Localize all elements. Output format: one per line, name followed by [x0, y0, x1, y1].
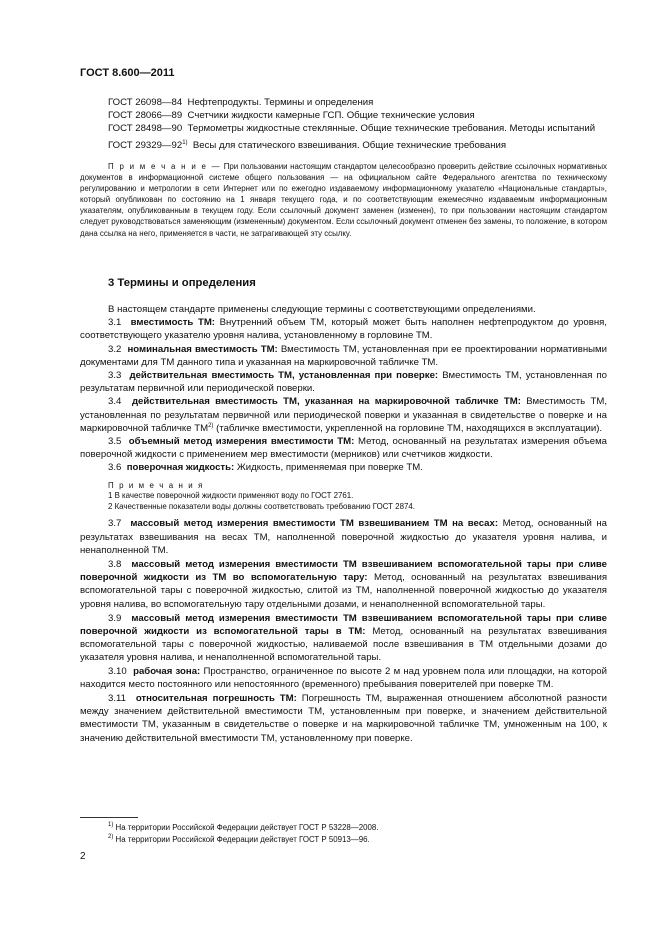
- term-number: 3.5: [108, 436, 122, 448]
- term-entry: [80, 461, 607, 474]
- term-name: поверочная жидкость:: [126, 462, 235, 474]
- term-definition: Вместимость ТМ, установленная по результатам первичной или периодической поверки.: [80, 370, 608, 395]
- term-entry: [80, 612, 607, 665]
- term-entry: [80, 435, 607, 461]
- term-definition: Погрешность ТМ, выраженная отношением абсолютной разности между значением действительной вместимости ТМ, установленным при поверке, и значением действительной вместимости ТМ, указанным в свидетельстве о поверке и на маркировочной табличке ТМ, умноженным на 100, к значению действительной вместимости ТМ, установленному при поверке.: [80, 693, 607, 744]
- term-definition: Внутренний объем ТМ, который может быть наполнен нефтепродуктом до уровня, соответствующего указателю уровня налива, установленному в горловине ТМ.: [80, 317, 607, 342]
- term-name: рабочая зона:: [133, 665, 201, 677]
- reference-title: Весы для статического взвешивания. Общие технические требования: [192, 140, 507, 151]
- footnote-mark: 1): [182, 140, 188, 146]
- term-name: массовый метод измерения вместимости ТМ взвешиванием вспомогательной тары при сливе поверочной жидкости из ТМ во вспомогательную тару:: [80, 559, 607, 584]
- note-item: 1 В качестве поверочной жидкости применяют воду по ГОСТ 2761.: [108, 491, 354, 501]
- footnote-mark: 2): [208, 422, 214, 429]
- document-header: ГОСТ 8.600—2011: [80, 67, 175, 79]
- reference-code: ГОСТ 28066—89: [108, 110, 183, 121]
- term-definition-cont: (табличке вместимости, укрепленной на горловине ТМ, находящихся в эксплуатации).: [216, 422, 603, 434]
- term-entry: [80, 692, 607, 745]
- notes-label: П р и м е ч а н и я: [108, 480, 204, 490]
- term-number: 3.1: [108, 317, 122, 329]
- term-entry: [80, 316, 607, 342]
- term-entry: [80, 343, 607, 369]
- term-name: массовый метод измерения вместимости ТМ взвешиванием вспомогательной тары при сливе поверочной жидкости из вспомогательной тары в ТМ:: [80, 612, 607, 638]
- reference-title: Счетчики жидкости камерные ГСП. Общие технические условия: [187, 110, 475, 121]
- reference-title: Нефтепродукты. Термины и определения: [187, 97, 374, 108]
- terms-body: [80, 303, 607, 745]
- footnote-mark: 1): [108, 822, 114, 828]
- term-number: 3.10: [108, 665, 127, 677]
- term-definition: Пространство, ограниченное по высоте 2 м над уровнем пола или площадки, на которой находится место постоянного или непостоянного (временного) пребывания поверителей при поверке ТМ.: [80, 665, 607, 690]
- term-definition: Вместимость ТМ, установленная по результатам первичной или периодической поверки и указанная в свидетельстве о поверке и на маркировочной табличке ТМ: [80, 396, 607, 434]
- intro-paragraph: В настоящем стандарте применены следующие термины с соответствующими определениями.: [108, 304, 536, 315]
- term-number: 3.9: [108, 612, 122, 624]
- footnote-text: На территории Российской Федерации действует ГОСТ Р 53228—2008.: [115, 823, 379, 832]
- notes-block: [108, 481, 607, 513]
- footnote-text: На территории Российской Федерации действует ГОСТ Р 50913—96.: [115, 835, 370, 844]
- reference-item: [108, 109, 607, 122]
- reference-code: ГОСТ 26098—84: [108, 97, 183, 108]
- reference-code: ГОСТ 29329—92: [108, 140, 183, 151]
- page-number: 2: [80, 851, 86, 862]
- term-name: номинальная вместимость ТМ:: [127, 343, 278, 355]
- reference-title: Термометры жидкостные стеклянные. Общие технические требования. Методы испытаний: [187, 123, 596, 134]
- term-number: 3.2: [108, 343, 122, 355]
- reference-item: [108, 122, 607, 135]
- reference-code: ГОСТ 28498—90: [108, 123, 183, 134]
- footnote: [108, 823, 378, 833]
- term-entry: [80, 369, 607, 395]
- term-name: вместимость ТМ:: [130, 317, 215, 329]
- term-definition: Метод, основанный на результатах взвешивания вспомогательной тары с поверочной жидкостью, наливаемой после взвешивания в ТМ отдельными дозами до указателя уровня налива, и ненаполненной вспомогательной тары.: [80, 626, 607, 664]
- term-definition: Метод, основанный на результатах взвешивания вспомогательной тары с поверочной жидкостью, слитой из ТМ, наполненной поверочной жидкостью до указателя уровня налива, во вспомогательную тару отдельными дозами, и ненаполненной вспомогательной тары.: [80, 572, 608, 610]
- footnote-separator: [80, 817, 138, 818]
- note-item: 2 Качественные показатели воды должны соответствовать требованию ГОСТ 2874.: [108, 501, 415, 511]
- note-paragraph: [80, 161, 607, 239]
- term-entry: [80, 517, 607, 557]
- section-heading: 3 Термины и определения: [108, 277, 256, 289]
- term-name: относительная погрешность ТМ:: [135, 693, 297, 705]
- reference-item: [108, 96, 607, 109]
- note-label: П р и м е ч а н и е —: [108, 162, 222, 171]
- term-definition: Метод, основанный на результатах взвешивания на весах ТМ, наполненной поверочной жидкостью до указателя уровня налива, и ненаполненной ТМ.: [80, 518, 607, 556]
- footnote-mark: 2): [108, 834, 114, 840]
- term-number: 3.8: [108, 559, 122, 571]
- term-name: действительная вместимость ТМ, указанная на маркировочной табличке ТМ:: [131, 396, 521, 408]
- footnote: [108, 835, 370, 845]
- term-definition: Вместимость ТМ, установленная при ее проектировании нормативными документами для ТМ данного типа и указанная на маркировочной табличке ТМ.: [80, 343, 607, 368]
- term-name: объемный метод измерения вместимости ТМ:: [128, 436, 355, 448]
- term-name: действительная вместимость ТМ, установленная при поверке:: [129, 370, 439, 382]
- term-number: 3.3: [108, 370, 122, 382]
- term-number: 3.7: [108, 518, 122, 530]
- term-number: 3.4: [108, 396, 122, 408]
- term-entry: [80, 558, 607, 611]
- term-definition: Метод, основанный на результатах измерения объема поверочной жидкости с применением мер вместимости (мерников) или счетчиков жидкости.: [80, 436, 607, 461]
- reference-list: [108, 96, 607, 152]
- note-text: При пользовании настоящим стандартом целесообразно проверить действие ссылочных нормативных документов в информационной системе общего пользования — на официальном сайте Федерального агентства по техническому регулированию и метрологии в сети Интернет или по ежегодно издаваемому информационному указателю «Национальные стандарты», который опубликован по состоянию на 1 января текущего года, и по соответствующим ежемесячно издаваемым информационным указателям, опубликованным в текущем году. Если ссылочный документ заменен (изменен), то при пользовании настоящим стандартом следует руководствоваться заменяющим (измененным) документом. Если ссылочный документ отменен без замены, то положение, в котором дана ссылка на него, применяется в части, не затрагивающей эту ссылку.: [80, 162, 607, 238]
- reference-item: [108, 139, 607, 152]
- term-number: 3.6: [108, 462, 122, 474]
- term-definition: Жидкость, применяемая при поверке ТМ.: [236, 462, 423, 474]
- term-entry: [80, 665, 607, 691]
- note-block: [80, 161, 607, 239]
- term-name: массовый метод измерения вместимости ТМ взвешиванием ТМ на весах:: [130, 518, 499, 530]
- term-entry: [80, 395, 607, 435]
- term-number: 3.11: [108, 693, 126, 705]
